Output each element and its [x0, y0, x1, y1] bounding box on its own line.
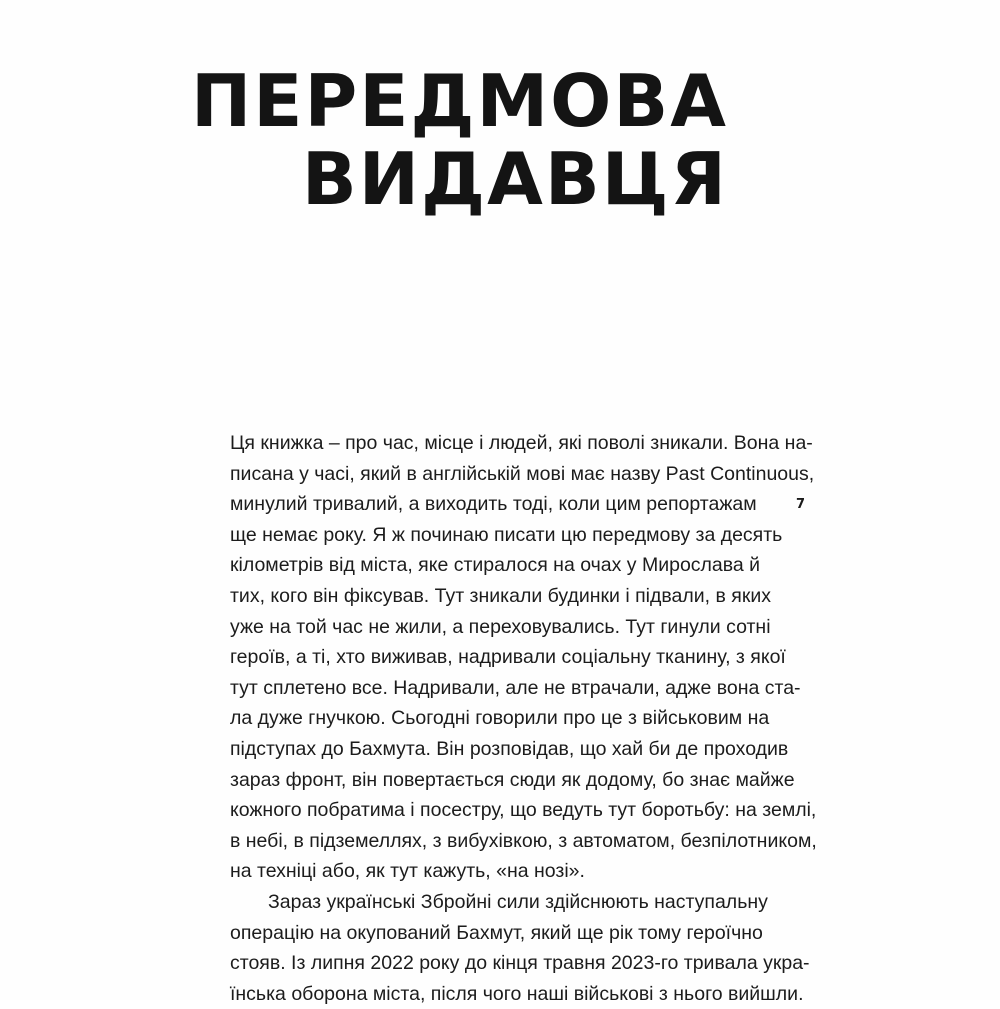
- body-text: [230, 428, 817, 1009]
- text-line: минулий тривалий, а виходить тоді, коли цим репортажам: [230, 493, 757, 516]
- text-line: їнська оборона міста, після чого наші військові з нього вийшли.: [230, 982, 804, 1005]
- page-number: 7: [796, 497, 806, 512]
- text-line: стояв. Із липня 2022 року до кінця травня 2023-го тривала укра-: [230, 952, 810, 975]
- text-line: зараз фронт, він повертається сюди як додому, бо знає майже: [230, 768, 795, 791]
- text-line: писана у часі, який в англійській мові має назву Past Continuous,: [230, 462, 815, 485]
- title-line-2: ВИДАВЦЯ: [301, 137, 728, 221]
- text-line: на техніці або, як тут кажуть, «на нозі».: [230, 860, 585, 883]
- text-line: ла дуже гнучкою. Сьогодні говорили про це з військовим на: [230, 707, 770, 730]
- text-line: тих, кого він фіксував. Тут зникали будинки і підвали, в яких: [230, 584, 771, 607]
- text-line: ще немає року. Я ж починаю писати цю передмову за десять: [230, 523, 783, 546]
- text-line: уже на той час не жили, а переховувались. Тут гинули сотні: [230, 615, 771, 638]
- text-line: в небі, в підземеллях, з вибухівкою, з автоматом, безпілотником,: [230, 829, 817, 852]
- text-line: кілометрів від міста, яке стиралося на очах у Мирослава й: [230, 554, 761, 577]
- page-title: [191, 59, 728, 221]
- text-line: операцію на окупований Бахмут, який ще рік тому героїчно: [230, 921, 763, 944]
- text-line: кожного побратима і посестру, що ведуть тут боротьбу: на землі,: [230, 799, 817, 822]
- text-line: героїв, а ті, хто виживав, надривали соціальну тканину, з якої: [230, 646, 786, 669]
- text-line: підступах до Бахмута. Він розповідав, що хай би де проходив: [230, 737, 789, 760]
- title-line-1: ПЕРЕДМОВА: [191, 59, 728, 143]
- text-line: Ця книжка – про час, місце і людей, які поволі зникали. Вона на-: [230, 432, 813, 454]
- text-line: тут сплетено все. Надривали, але не втрачали, адже вона ста-: [230, 676, 801, 699]
- text-line: Зараз українські Збройні сили здійснюють наступальну: [268, 890, 768, 913]
